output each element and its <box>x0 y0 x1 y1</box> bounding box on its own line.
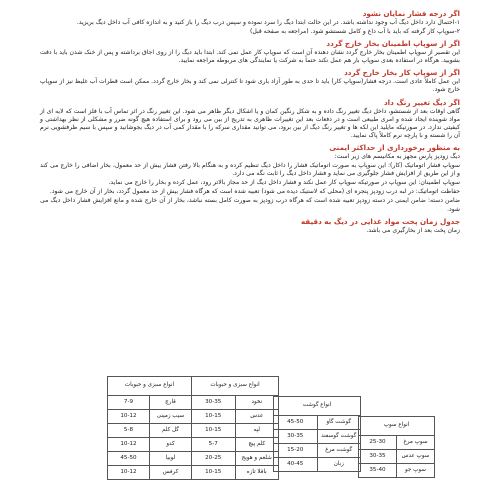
paragraph: ۲-سوپاپ کار گرفته که باید با آب داغ و کامل شستشو شود. (مراجعه به صفحه قبل) <box>250 28 460 36</box>
table-row <box>108 438 192 452</box>
paragraph: این تقصیر از سوپاپ اطمینان بخار خارج گردد نشان دهنده آن است که سوپاپ کار عمل نمی کند. ابتدا باید دیگ را از روی اجاق برداشته و پس از خنک شدن باید با دقت بشویید. هرگاه در استفاده بعدی سوپاپ بار هم عمل نکند حتماً به شرکت یا نمایندگی های مربوطه مراجعه نمایید. <box>40 49 460 65</box>
table-row <box>274 444 361 458</box>
section-working-valve-steam <box>40 68 460 94</box>
section-heading: اگر دیگ تغییر رنگ داد <box>383 97 460 107</box>
time-cell: 10-15 <box>192 466 236 480</box>
table-row <box>359 464 435 478</box>
item-cell: نخود <box>235 396 279 410</box>
item-cell: لپه <box>235 424 279 438</box>
table-header: انواع سبزی و حبوبات <box>108 377 192 396</box>
paragraph: ضامن دسته: ضامن ایمنی در دسته زودپز تعبیه شده است که هرگاه درب زودپز به صورت کامل بسته نباشد، بخار از آن خارج شده و مانع افزایش فشار داخل دیگ می شود. <box>40 197 460 213</box>
table-header: انواع سوپ <box>359 417 435 436</box>
item-cell: گل کلم <box>150 424 192 438</box>
paragraph: ۱-احتمال دارد داخل دیگ آب وجود نداشته باشد. در این حالت ابتدا دیگ را سرد نموده و سپس درب دیگ را باز کنید و به اندازه کافی آب داخل دیگ بریزید. <box>76 19 460 26</box>
item-cell: سیب زمینی <box>150 410 192 424</box>
table-row <box>192 410 279 424</box>
time-cell: 30-35 <box>359 450 397 464</box>
table-header: انواع سبزی و حبوبات <box>192 377 279 396</box>
item-cell: زبان <box>317 458 361 472</box>
time-cell: 10-12 <box>108 438 150 452</box>
section-pressure-not-shown <box>40 9 460 36</box>
table-row <box>108 424 192 438</box>
item-cell: عدس <box>235 410 279 424</box>
paragraph: حفاظت اتوماتیک: در لبه درب زودپز پنجره ای (محلی که لاستیک دیده می شود) تعبیه شده است که هرگاه فشار بیش از حد معمول گردد، بخار از آن خارج می شود. <box>49 188 460 196</box>
table-row <box>274 458 361 472</box>
paragraph: گاهی اوقات بعد از شستشو، داخل دیگ تغییر رنگ داده و به شکل رنگین کمان و یا اشکال دیگر ظاهر می شود. این تغییر رنگ در اثر تماس آب با فلز است که لایه ای از مواد شوینده ایجاد شده و امری طبیعی است و در دفعات بعد این تغییرات ظاهری به تدریج از بین می رود و برای استفاده هیچ گونه ضرر و مشکلی از نظر بهداشتی و کیفیتی ندارد. در صورتیکه مایلید این لکه ها و تغییر رنگ دیگ از بین برود، می توانید مقداری سرکه را با مقدار کمی آب در دیگ بجوشانید و سپس با سیم ظرفشویی نرم آن را شسته و با پارچه نرم کاملاً پاک نمایید. <box>40 107 460 139</box>
time-cell: 5-8 <box>108 424 150 438</box>
table-row <box>108 452 192 466</box>
paragraph: دیگ زودپز پارس مجهز به مکانیسم های زیر است: <box>334 152 460 160</box>
paragraph: سوپاپ فشار اتوماتیک (کار): این سوپاپ به صورت اتوماتیک فشار را داخل دیگ تنظیم کرده و به هنگام بالا رفتن فشار بیش از حد معمول، بخار اضافی را خارج می کند و از این طریق از افزایش فشار جلوگیری می نماید و فشار داخل دیگ را ثابت نگه می دارد. <box>40 162 460 178</box>
table-row <box>108 396 192 410</box>
section-heading: اگر از سوپاپ اطمینان بخار خارج گردد <box>326 39 460 49</box>
table-row <box>108 410 192 424</box>
section-heading: اگر از سوپاپ کار بخار خارج گردد <box>344 68 460 78</box>
time-cell: 40-45 <box>274 458 318 472</box>
time-cell: 7-9 <box>108 396 150 410</box>
paragraph: زمان پخت بعد از بخارگیری می باشد. <box>366 226 460 234</box>
item-cell: سوپ مرغ <box>397 436 435 450</box>
table-row <box>359 450 435 464</box>
time-cell: 45-50 <box>108 452 150 466</box>
section-cooking-times <box>40 217 460 235</box>
item-cell: شلغم و هویج <box>235 452 279 466</box>
time-cell: 5-7 <box>192 438 236 452</box>
paragraph: سوپاپ اطمینان: این سوپاپ در صورتیکه سوپاپ کار عمل نکند و فشار داخل دیگ از حد مجاز بالاتر رود، عمل کرده و بخار را خارج می نماید. <box>108 179 460 187</box>
table-row <box>192 466 279 480</box>
item-cell: کرفس <box>150 466 192 480</box>
section-heading: به منظور برخورداری از حداکثر ایمنی <box>329 142 460 152</box>
table-row <box>192 438 279 452</box>
table-row <box>359 436 435 450</box>
time-cell: 10-12 <box>108 410 150 424</box>
time-cell: 30-35 <box>192 396 236 410</box>
item-cell: قارچ <box>150 396 192 410</box>
cooking-time-tables <box>120 376 460 498</box>
item-cell: گوشت گاو <box>317 416 361 430</box>
section-heading: جدول زمان پخت مواد غذایی در دیگ به دقیقه <box>300 216 460 226</box>
table-row <box>274 416 361 430</box>
table-row <box>108 466 192 480</box>
table-meats <box>273 396 361 472</box>
section-color-change <box>40 98 460 140</box>
table-row <box>192 424 279 438</box>
time-cell: 10-12 <box>108 466 150 480</box>
item-cell: گوشت گوسفند <box>317 430 361 444</box>
table-row <box>192 452 279 466</box>
table-soups <box>358 416 435 478</box>
table-vegetables-2 <box>191 376 279 480</box>
time-cell: 10-15 <box>192 410 236 424</box>
time-cell: 45-50 <box>274 416 318 430</box>
item-cell: گوشت مرغ <box>317 444 361 458</box>
time-cell: 25-30 <box>359 436 397 450</box>
section-safety-features <box>40 143 460 214</box>
table-header: انواع گوشت <box>274 397 361 416</box>
item-cell: لوبیا <box>150 452 192 466</box>
item-cell: باقلا تازه <box>235 466 279 480</box>
item-cell: کدو <box>150 438 192 452</box>
item-cell: سوپ عدس <box>397 450 435 464</box>
paragraph: این عمل کاملاً عادی است. درجه فشار(سوپاپ کار) باید تا حدی به طور آزاد باری شود تا کنترلی نمی کند و بخار خارج گردد. ممکن است قطرات آب غلیظ نیز از سوپاپ خارج شود. <box>40 78 460 94</box>
time-cell: 15-20 <box>274 444 318 458</box>
time-cell: 35-40 <box>359 464 397 478</box>
time-cell: 10-15 <box>192 424 236 438</box>
item-cell: کلم پیچ <box>235 438 279 452</box>
section-heading: اگر درجه فشار نمایان نشود <box>362 9 460 18</box>
table-vegetables-1 <box>107 376 192 480</box>
time-cell: 20-25 <box>192 452 236 466</box>
time-cell: 30-35 <box>274 430 318 444</box>
item-cell: سوپ جو <box>397 464 435 478</box>
table-row <box>192 396 279 410</box>
section-safety-valve-steam <box>40 39 460 65</box>
table-row <box>274 430 361 444</box>
